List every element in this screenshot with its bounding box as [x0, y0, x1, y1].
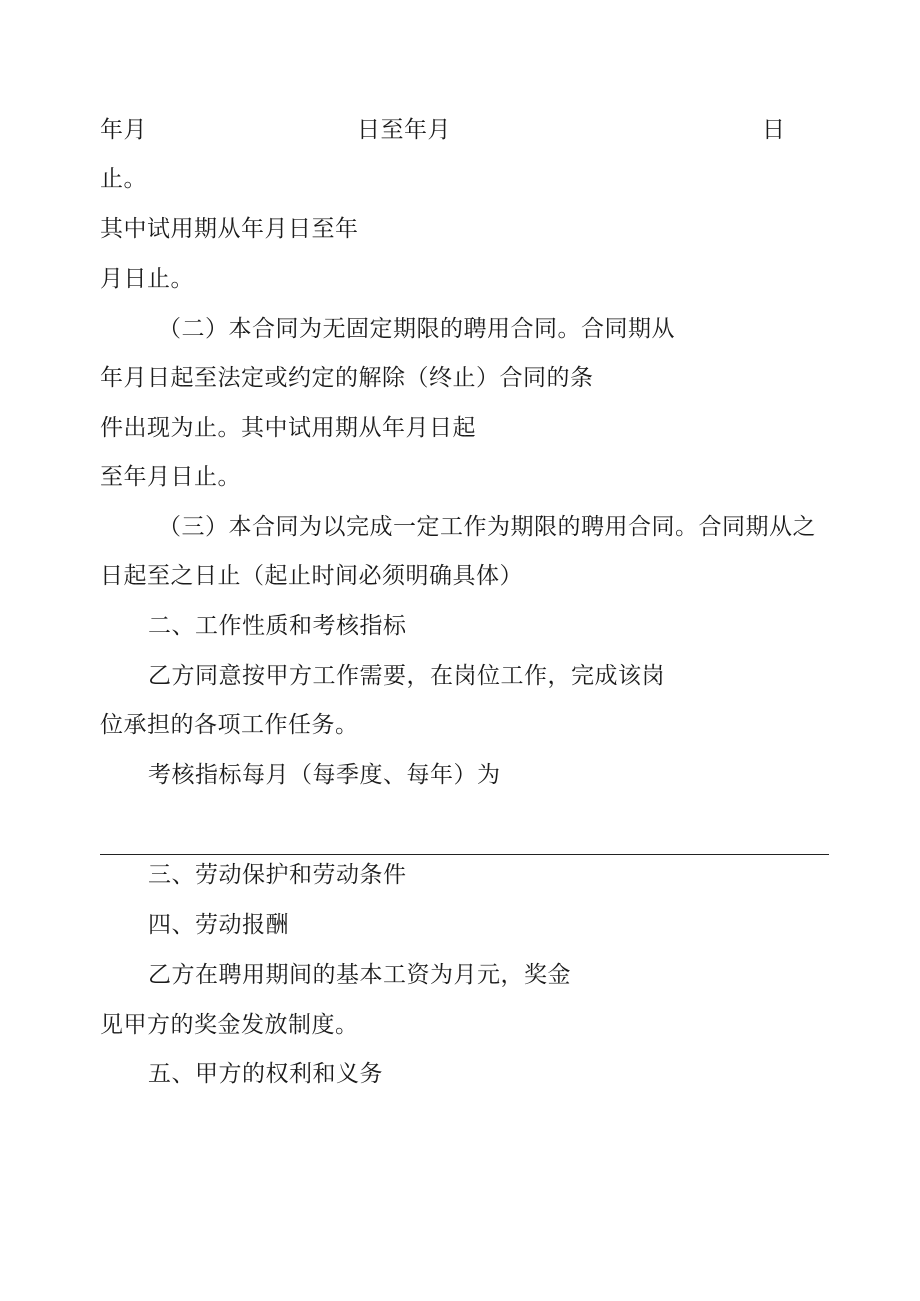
- text-line: 乙方同意按甲方工作需要，在岗位工作，完成该岗: [148, 663, 665, 689]
- text-line: 至年月日止。: [100, 464, 241, 490]
- section-heading: 二、工作性质和考核指标: [148, 613, 407, 639]
- fill-in-underline: [100, 854, 829, 855]
- text-line: 年月: [100, 117, 147, 143]
- text-line: （二）本合同为无固定期限的聘用合同。合同期从: [158, 316, 675, 342]
- text-line: 乙方在聘用期间的基本工资为月元，奖金: [148, 962, 571, 988]
- text-line: 年月日起至法定或约定的解除（终止）合同的条: [100, 365, 594, 391]
- text-line: （三）本合同为以完成一定工作为期限的聘用合同。合同期从之: [158, 514, 816, 540]
- section-heading: 五、甲方的权利和义务: [148, 1061, 383, 1087]
- text-line: 件出现为止。其中试用期从年月日起: [100, 415, 476, 441]
- section-heading: 三、劳动保护和劳动条件: [148, 862, 407, 888]
- text-line: 其中试用期从年月日至年: [100, 216, 359, 242]
- text-line: 考核指标每月（每季度、每年）为: [148, 762, 501, 788]
- text-line: 日: [762, 117, 786, 143]
- section-heading: 四、劳动报酬: [148, 912, 289, 938]
- text-line: 见甲方的奖金发放制度。: [100, 1012, 359, 1038]
- text-line: 日至年月: [357, 117, 451, 143]
- text-line: 月日止。: [100, 266, 194, 292]
- text-line: 位承担的各项工作任务。: [100, 712, 359, 738]
- text-line: 日起至之日止（起止时间必须明确具体）: [100, 563, 523, 589]
- text-line: 止。: [100, 166, 147, 192]
